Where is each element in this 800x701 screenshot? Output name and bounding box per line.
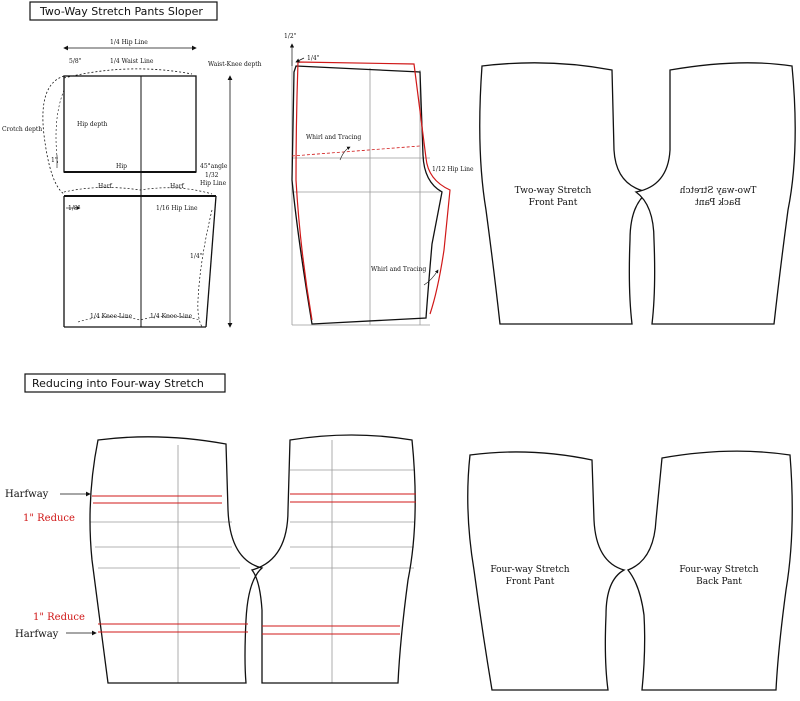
label-half-left: Harf (98, 183, 112, 190)
label-quarter-inch: 1/4" (190, 253, 203, 260)
label-one-eighth: 1/8" (68, 205, 81, 212)
section1-title: Two-Way Stretch Pants Sloper (40, 5, 203, 18)
label-hip: Hip (116, 163, 127, 170)
section2-title-box (25, 374, 225, 392)
label-half-right: Harf (170, 183, 184, 190)
tracing-diagram (292, 44, 450, 325)
label-whirl-top: Whirl and Tracing (306, 134, 362, 141)
four-way-back-line1: Four-way Stretch (679, 565, 759, 575)
label-twelfth-hip: 1/12 Hip Line (432, 166, 474, 173)
label-half-inch: 1/2" (284, 33, 297, 40)
four-way-front-line1: Four-way Stretch (490, 565, 570, 575)
label-quarter-inch-top: 1/4" (307, 55, 320, 62)
label-harfway-bottom: Harfway (15, 629, 59, 640)
four-way-back-line2: Back Pant (696, 577, 742, 587)
basic-sloper-labels (2, 39, 262, 320)
label-one-inch: 1" (51, 157, 58, 164)
label-harfway-top: Harfway (5, 489, 49, 500)
label-45-angle: 45°angle (200, 163, 228, 170)
label-quarter-hip: 1/4 Hip Line (110, 39, 148, 46)
four-way-front-pant (468, 452, 624, 690)
label-hip-line: Hip Line (200, 180, 227, 187)
label-waist-knee-depth: Waist-Knee depth (208, 61, 262, 68)
four-way-front-line2: Front Pant (505, 577, 555, 587)
four-way-back-pant (628, 451, 792, 690)
section2-title: Reducing into Four-way Stretch (32, 377, 204, 390)
label-one-32: 1/32 (205, 172, 219, 179)
label-sixteenth-hip: 1/16 Hip Line (156, 205, 198, 212)
reduce-labels (5, 489, 85, 640)
label-crotch-depth: Crotch depth (2, 126, 43, 133)
two-way-back-pant (636, 63, 795, 324)
label-quarter-waist: 1/4 Waist Line (110, 58, 154, 65)
label-knee-left: 1/4 Knee Line (90, 313, 133, 320)
two-way-back-line2: Back Pant (695, 198, 741, 208)
reduce-front-pant (60, 437, 262, 683)
label-reduce-bottom: 1" Reduce (33, 612, 85, 623)
section1-title-box (30, 2, 217, 20)
two-way-back-line1: Two-way Stretch (679, 186, 757, 196)
two-way-front-line1: Two-way Stretch (514, 186, 592, 196)
basic-sloper (43, 48, 230, 327)
label-hip-depth: Hip depth (77, 121, 108, 128)
reduce-back-pant (252, 435, 416, 683)
two-way-front-line2: Front Pant (528, 198, 578, 208)
label-five-eighths: 5/8" (69, 58, 82, 65)
label-knee-right: 1/4 Knee Line (150, 313, 193, 320)
two-way-front-pant (480, 63, 648, 324)
label-reduce-top: 1" Reduce (23, 513, 75, 524)
label-whirl-bottom: Whirl and Tracing (371, 266, 427, 273)
